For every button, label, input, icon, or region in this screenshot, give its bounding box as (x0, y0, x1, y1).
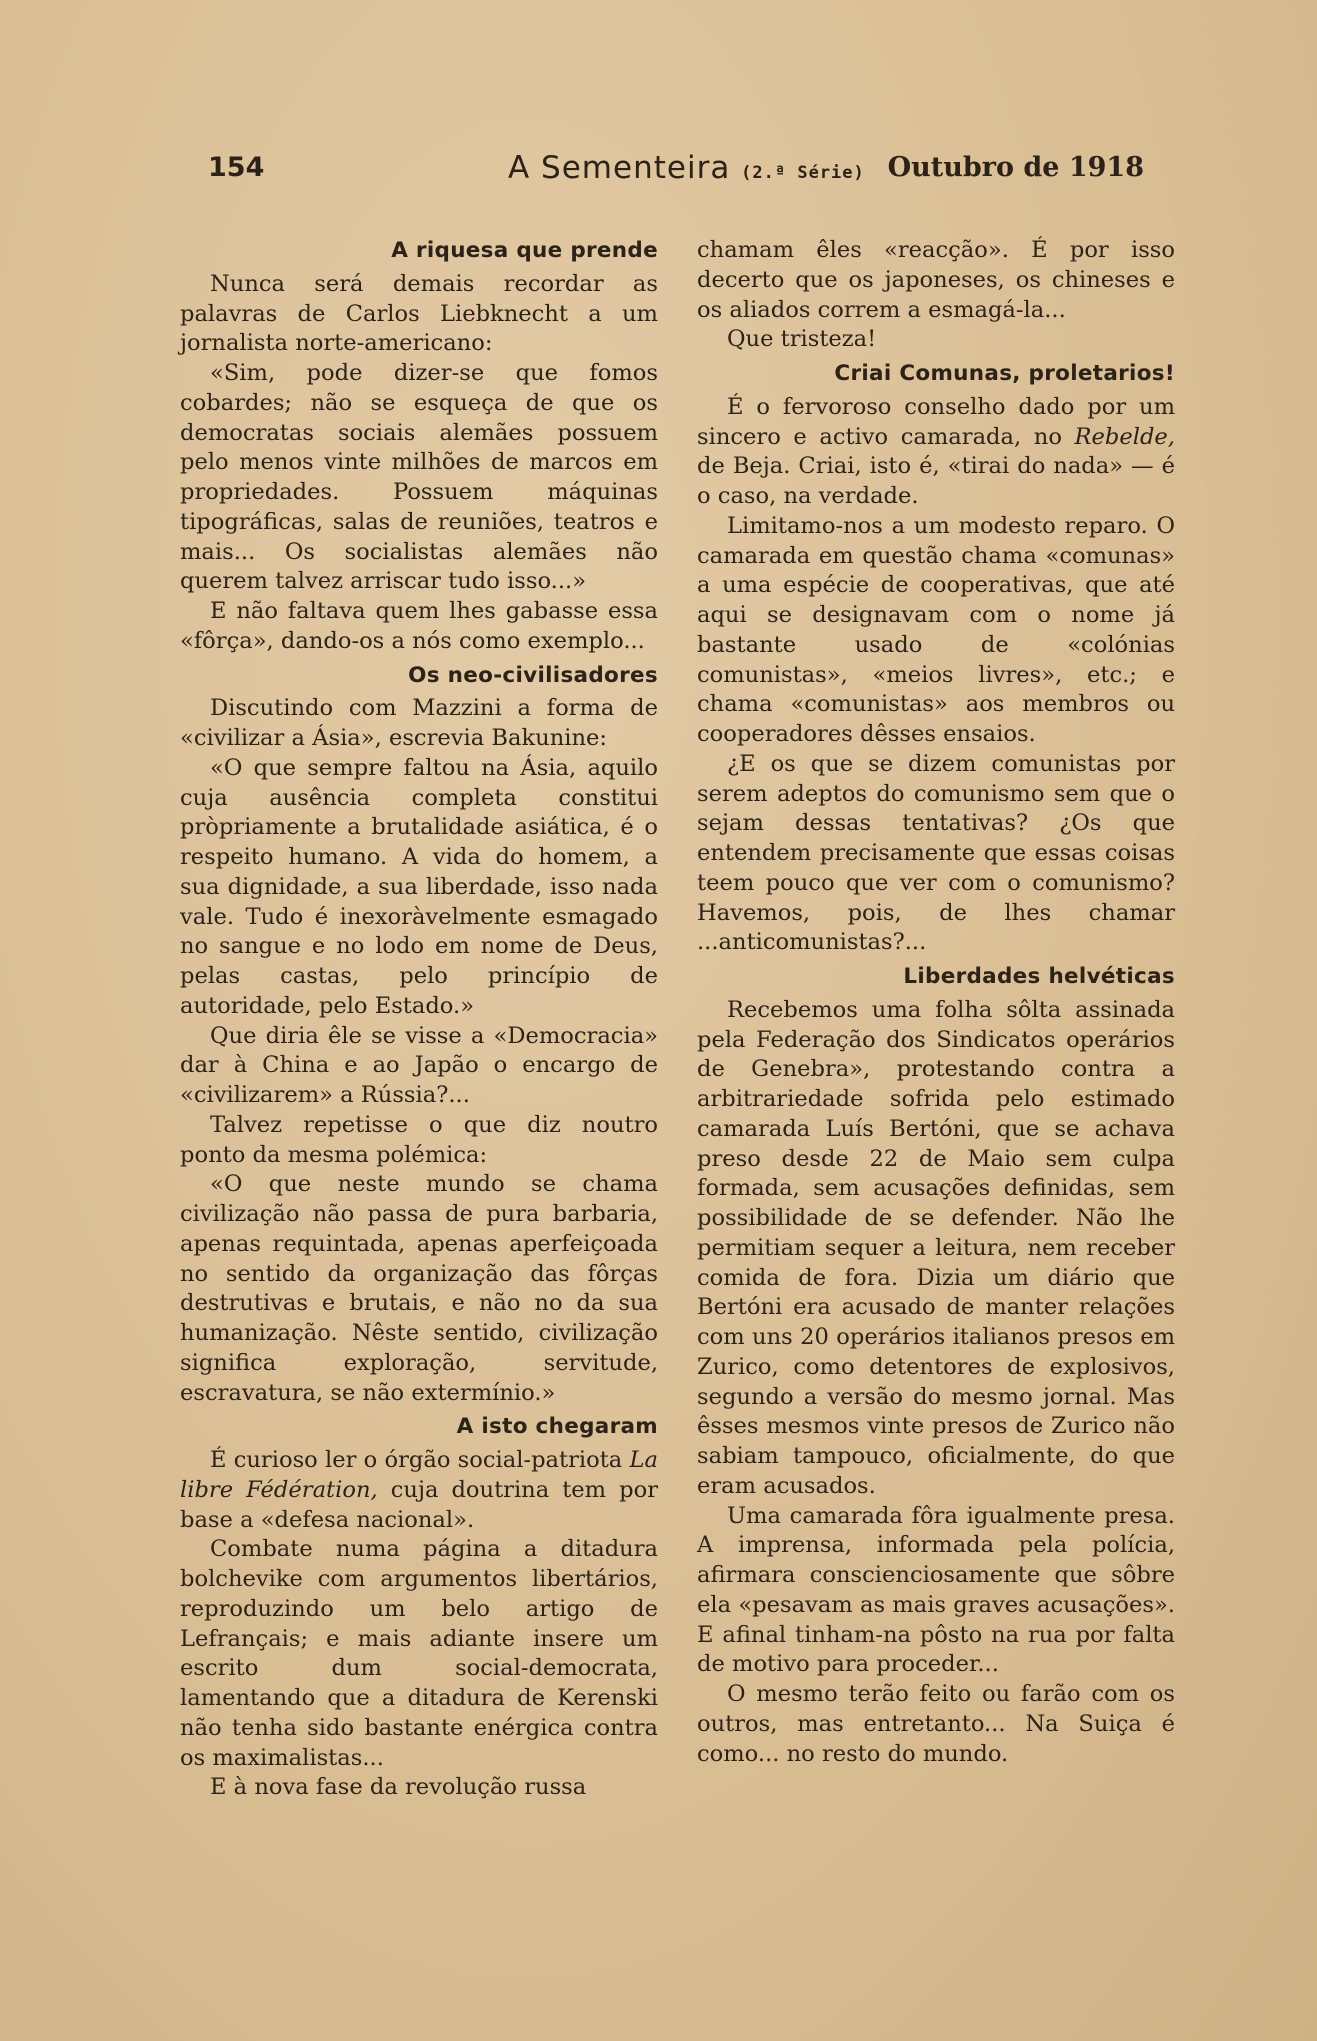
journal-name: A Sementeira (508, 150, 731, 186)
section-title: Liberdades helvéticas (903, 964, 1175, 989)
paragraph: Que diria êle se visse a «Democracia» dar à China e ao Japão o encargo de «civilizarem» a Rússia?... (180, 1022, 658, 1108)
right-column (697, 236, 1175, 1769)
paragraph (697, 393, 1175, 512)
paragraph: «O que neste mundo se chama civilização não passa de pura barbaria, apenas requintada, apenas aperfeiçoada no sentido da organização das fôrças destrutivas e brutais, e não no da sua humanização. Nêste sentido, civilização significa exploração, servitude, escravatura, se não extermínio.» (180, 1171, 658, 1406)
paragraph: Nunca será demais recordar as palavras de Carlos Liebknecht a um jornalista norte-americano: (180, 270, 658, 357)
section-title: A riquesa que prende (391, 238, 658, 263)
paragraph: «O que sempre faltou na Ásia, aquilo cuja ausência completa constitui pròpriamente a brutalidade asiática, é o respeito humano. A vida do homem, a sua dignidade, a sua liberdade, isso nada vale. Tudo é inexoràvelmente esmagado no sangue e no lodo em nome de Deus, pelas castas, pelo princípio de autoridade, pelo Estado.» (180, 754, 658, 1019)
paragraph: Discutindo com Mazzini a forma de «civilizar a Ásia», escrevia Bakunine: (180, 695, 658, 751)
paragraph: Recebemos uma folha sôlta assinada pela Federação dos Sindicatos operários de Genebra», protestando contra a arbitrariedade sofrida pelo estimado camarada Luís Bertóni, que se achava preso desde 22 de Maio sem culpa formada, sem acusações definidas, sem possibilidade de se defender. Não lhe permitiam sequer a leitura, nem receber comida de fora. Dizia um diário que Bertóni era acusado de manter relações com uns 20 operários italianos presos em Zurico, como detentores de explosivos, segundo a versão do mesmo jornal. Mas êsses mesmos vinte presos de Zurico não sabiam tampouco, oficialmente, do que eram acusados. (697, 996, 1175, 1499)
paragraph: Combate numa página a ditadura bolchevike com argumentos libertários, reproduzindo um belo artigo de Lefrançais; e mais adiante insere um escrito dum social-democrata, lamentando que a ditadura de Kerenski não tenha sido bastante enérgica contra os maximalistas... (180, 1536, 658, 1771)
paragraph: Limitamo-nos a um modesto reparo. O camarada em questão chama «comunas» a uma espécie de cooperativas, que até aqui se designavam com o nome já bastante usado de «colónias comunistas», «meios livres», etc.; e chama «comunistas» aos membros ou cooperadores dêsses ensaios. (697, 512, 1175, 747)
issue-date: Outubro de 1918 (887, 152, 1144, 183)
paragraph: Uma camarada fôra igualmente presa. A imprensa, informada pela polícia, afirmara conscienciosamente que sôbre ela «pesavam as mais graves acusações». E afinal tinham-na pôsto na rua por falta de motivo para proceder... (697, 1502, 1175, 1678)
paragraph: E à nova fase da revolução russa (210, 1774, 587, 1801)
journal-title (508, 150, 865, 186)
paragraph: Que tristeza! (727, 326, 877, 353)
paragraph: O mesmo terão feito ou farão com os outros, mas entretanto... Na Suiça é como... no resto do mundo. (697, 1681, 1175, 1767)
left-column (180, 236, 658, 1803)
page-header (208, 152, 1144, 198)
series-label: (2.ª Série) (741, 163, 865, 183)
paragraph: Talvez repetisse o que diz noutro ponto da mesma polémica: (180, 1111, 658, 1168)
publication-name: Rebelde, (1074, 423, 1175, 450)
paragraph (180, 1446, 658, 1535)
section-title: Os neo-civilisadores (408, 662, 658, 688)
paragraph: ¿E os que se dizem comunistas por serem adeptos do comunismo sem que o sejam dessas tentativas? ¿Os que entendem precisamente que essas coisas teem pouco que ver com o comunismo? Havemos, pois, de lhes chamar ...anticomunistas?... (697, 750, 1175, 956)
text-run: É o fervoroso conselho dado por um sincero e activo camarada, no (697, 393, 1175, 450)
section-title: A isto chegaram (456, 1414, 658, 1440)
paragraph: E não faltava quem lhes gabasse essa «fôrça», dando-os a nós como exemplo... (180, 598, 658, 654)
text-run: cuja doutrina tem por base a «defesa nacional». (180, 1476, 659, 1533)
text-run: É curioso ler o órgão social-patriota (210, 1447, 623, 1473)
section-title: Criai Comunas, proletarios! (834, 361, 1175, 386)
text-run: de Beja. Criai, isto é, «tirai do nada» — é o caso, na verdade. (697, 453, 1175, 509)
paragraph: «Sim, pode dizer-se que fomos cobardes; não se esqueça de que os democratas sociais alemães possuem pelo menos vinte milhões de marcos em propriedades. Possuem máquinas tipográficas, salas de reuniões, teatros e mais... Os socialistas alemães não querem talvez arriscar tudo isso...» (180, 360, 658, 595)
publication-name: La libre Fédération, (180, 1447, 658, 1503)
page-number: 154 (208, 152, 265, 183)
paragraph-continuation: chamam êles «reacção». É por isso decerto que os japoneses, os chineses e os aliados correm a esmagá-la... (697, 237, 1175, 323)
